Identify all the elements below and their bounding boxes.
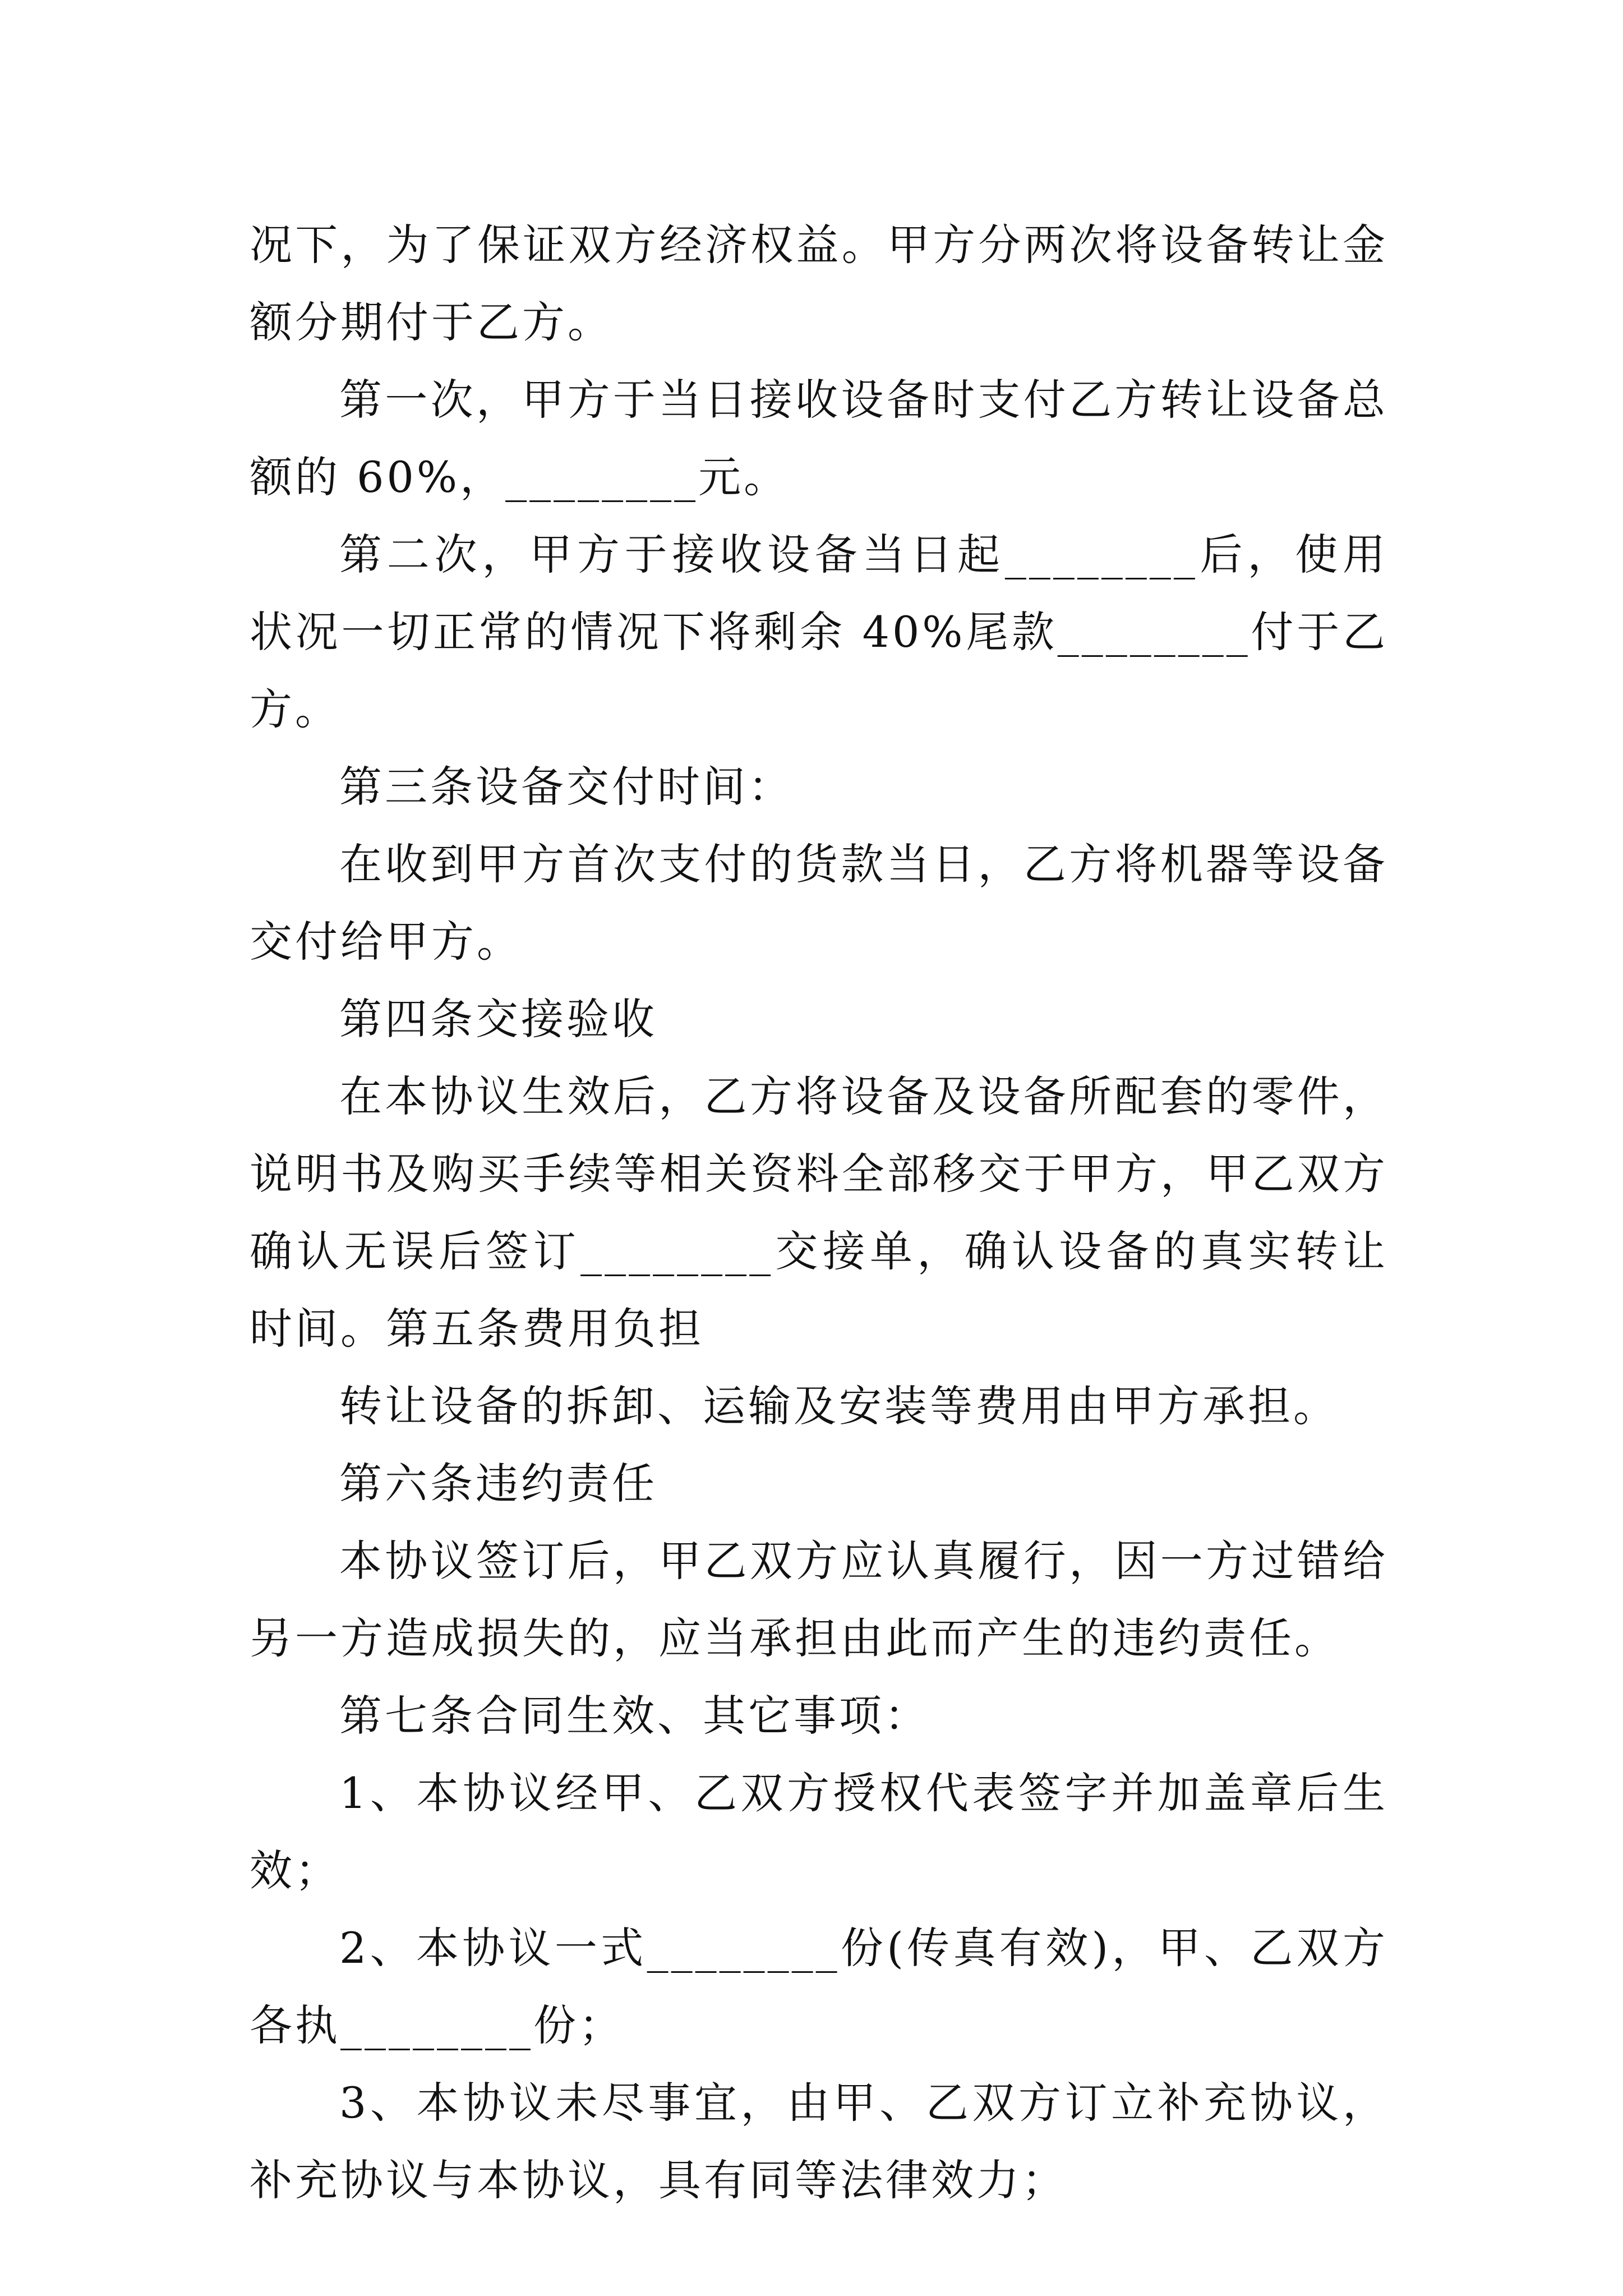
list-item-3: 3、本协议未尽事宜，由甲、乙双方订立补充协议，补充协议与本协议，具有同等法律效力； (250, 2078, 1388, 2205)
heading-article-3-delivery-time: 第三条设备交付时间： (339, 762, 794, 812)
paragraph-cost-burden: 转让设备的拆卸、运输及安装等费用由甲方承担。 (339, 1381, 1339, 1431)
paragraph-delivery-time: 在收到甲方首次支付的货款当日，乙方将机器等设备交付给甲方。 (250, 839, 1388, 967)
paragraph-liability: 本协议签订后，甲乙双方应认真履行，因一方过错给另一方造成损失的，应当承担由此而产生的违约责任。 (250, 1536, 1388, 1663)
heading-article-4-handover: 第四条交接验收 (339, 994, 657, 1044)
paragraph-handover: 在本协议生效后，乙方将设备及设备所配套的零件，说明书及购买手续等相关资料全部移交于甲方，甲乙双方确认无误后签订________交接单，确认设备的真实转让时间。第五条费用负担 (250, 1071, 1388, 1354)
list-item-2: 2、本协议一式________份(传真有效)，甲、乙双方各执________份； (250, 1923, 1388, 2050)
heading-article-7-effectiveness: 第七条合同生效、其它事项： (339, 1691, 930, 1741)
document-body (250, 206, 1388, 2219)
paragraph-payment-terms-continued: 况下，为了保证双方经济权益。甲方分两次将设备转让金额分期付于乙方。 (250, 220, 1388, 347)
paragraph-first-payment: 第一次，甲方于当日接收设备时支付乙方转让设备总额的 60%，________元。 (250, 375, 1388, 502)
heading-article-6-liability: 第六条违约责任 (339, 1458, 657, 1508)
list-item-1: 1、本协议经甲、乙双方授权代表签字并加盖章后生效； (250, 1768, 1388, 1895)
paragraph-second-payment: 第二次，甲方于接收设备当日起________后，使用状况一切正常的情况下将剩余 40%尾款________付于乙方。 (250, 530, 1388, 734)
